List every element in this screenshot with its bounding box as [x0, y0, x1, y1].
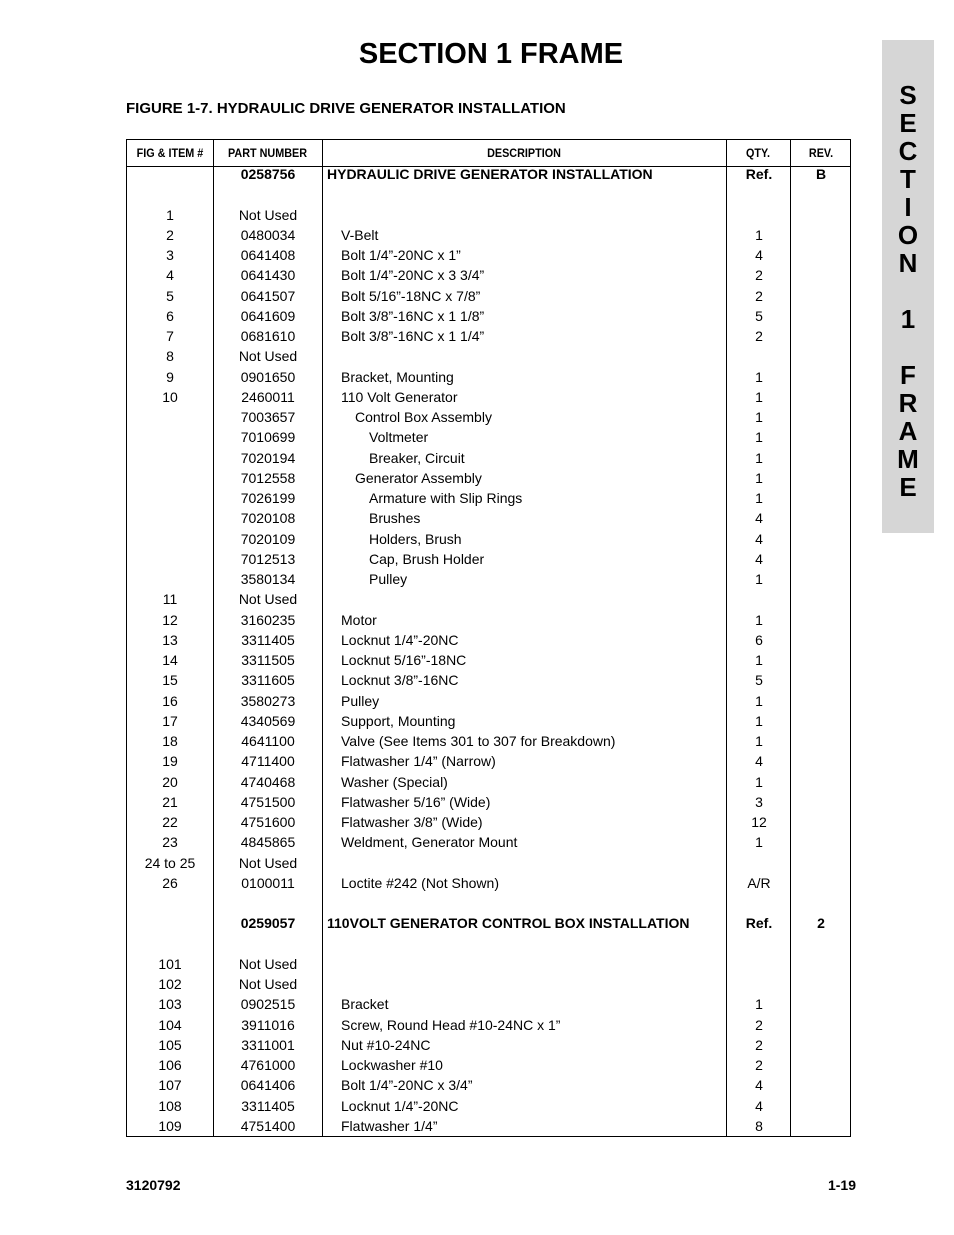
- description-cell: Bolt 3/8”-16NC x 1 1/8”: [341, 307, 485, 324]
- table-row: [127, 569, 852, 589]
- part-number-cell: 3311405: [241, 631, 295, 648]
- qty-cell: 1: [755, 388, 763, 405]
- table-row: [127, 326, 852, 346]
- fig-item-cell: 10: [162, 388, 178, 405]
- fig-item-cell: 105: [158, 1036, 182, 1053]
- qty-cell: 2: [755, 287, 763, 304]
- description-cell: V-Belt: [341, 226, 379, 243]
- table-row: [127, 873, 852, 893]
- table-row: [127, 650, 852, 670]
- table-row: [127, 427, 852, 447]
- qty-cell: 1: [755, 733, 763, 749]
- part-number-cell: 4340569: [240, 712, 296, 729]
- qty-cell: Ref.: [745, 166, 773, 182]
- table-row: [127, 1055, 852, 1075]
- table-row: [127, 184, 852, 204]
- fig-item-cell: 26: [162, 874, 178, 891]
- description-cell: HYDRAULIC DRIVE GENERATOR INSTALLATION: [327, 166, 653, 182]
- qty-cell: 2: [755, 328, 763, 344]
- table-row: [127, 974, 852, 994]
- qty-cell: 3: [755, 793, 763, 810]
- description-cell: Voltmeter: [369, 429, 429, 446]
- table-row: [127, 529, 852, 549]
- fig-item-cell: 4: [166, 267, 174, 284]
- table-row: [127, 731, 852, 751]
- table-row: [127, 934, 852, 954]
- qty-cell: 4: [755, 530, 763, 547]
- part-number-cell: 4711400: [241, 753, 295, 770]
- table-row: [127, 407, 852, 427]
- table-row: [127, 1035, 852, 1055]
- header-rev: REV.: [808, 146, 834, 160]
- fig-item-cell: 22: [162, 814, 178, 830]
- header-part-number: PART NUMBER: [227, 146, 308, 160]
- fig-item-cell: 5: [166, 287, 174, 304]
- table-row: [127, 448, 852, 468]
- qty-cell: 4: [755, 753, 763, 770]
- description-cell: Weldment, Generator Mount: [341, 834, 518, 851]
- part-number-cell: 4740468: [240, 773, 296, 790]
- header-description: DESCRIPTION: [487, 146, 561, 160]
- part-number-cell: 4761000: [240, 1057, 296, 1073]
- part-number-cell: 3580134: [240, 571, 296, 587]
- part-number-cell: 4751500: [240, 793, 296, 810]
- side-tab-letter: S: [899, 80, 917, 110]
- part-number-cell: 3160235: [240, 611, 296, 628]
- fig-item-cell: 7: [166, 328, 174, 344]
- table-row: [127, 691, 852, 711]
- header-fig-item: FIG & ITEM #: [136, 146, 204, 160]
- qty-cell: Ref.: [745, 915, 773, 932]
- qty-cell: 1: [755, 611, 763, 628]
- qty-cell: 4: [755, 550, 763, 567]
- side-tab-letter: N: [898, 248, 918, 278]
- side-tab-letter: E: [899, 108, 917, 138]
- qty-cell: 1: [755, 429, 763, 446]
- side-tab-letter: A: [898, 416, 918, 446]
- qty-cell: 1: [755, 834, 763, 851]
- side-tab-letter: R: [898, 388, 918, 418]
- description-cell: Control Box Assembly: [355, 409, 492, 425]
- table-row: [127, 610, 852, 630]
- description-cell: Cap, Brush Holder: [369, 550, 485, 567]
- qty-cell: 1: [755, 712, 763, 729]
- qty-cell: 1: [755, 571, 763, 587]
- part-number-cell: 0901650: [240, 368, 296, 385]
- qty-cell: 1: [755, 368, 763, 385]
- fig-item-cell: 108: [158, 1097, 182, 1114]
- fig-item-cell: 8: [166, 348, 174, 365]
- section-title: SECTION 1 FRAME: [358, 38, 624, 70]
- table-row: [127, 205, 852, 225]
- part-number-cell: Not Used: [238, 854, 298, 871]
- description-cell: Bracket, Mounting: [341, 368, 454, 385]
- fig-item-cell: 17: [162, 712, 178, 729]
- parts-table: [126, 139, 851, 1137]
- table-row: [127, 792, 852, 812]
- description-cell: Generator Assembly: [355, 469, 482, 486]
- fig-item-cell: 3: [166, 247, 174, 263]
- description-cell: Bolt 3/8”-16NC x 1 1/4”: [341, 328, 485, 344]
- part-number-cell: 3911016: [241, 1016, 295, 1033]
- fig-item-cell: 18: [162, 733, 178, 749]
- description-cell: Bracket: [341, 996, 389, 1013]
- description-cell: Pulley: [341, 692, 380, 709]
- part-number-cell: 0100011: [241, 874, 295, 891]
- description-cell: Valve (See Items 301 to 307 for Breakdown): [341, 733, 616, 749]
- table-row: [127, 853, 852, 873]
- part-number-cell: 3311505: [241, 652, 295, 668]
- side-tab-letter: 1: [900, 304, 916, 334]
- description-cell: Pulley: [369, 571, 408, 587]
- table-row: [127, 1096, 852, 1116]
- table-row: [127, 225, 852, 245]
- table-row: [127, 508, 852, 528]
- description-cell: Bolt 1/4”-20NC x 3/4”: [341, 1077, 473, 1094]
- qty-cell: 1: [755, 692, 763, 709]
- qty-cell: 2: [755, 267, 763, 284]
- side-tab-letter: I: [904, 192, 912, 222]
- part-number-cell: 0480034: [240, 226, 296, 243]
- fig-item-cell: 107: [158, 1077, 182, 1094]
- fig-item-cell: 13: [162, 631, 178, 648]
- rev-cell: B: [815, 166, 827, 182]
- figure-title: FIGURE 1-7. HYDRAULIC DRIVE GENERATOR INSTALLATION: [126, 100, 566, 117]
- fig-item-cell: 19: [162, 753, 178, 770]
- description-cell: Support, Mounting: [341, 712, 456, 729]
- description-cell: Locknut 5/16”-18NC: [341, 652, 467, 668]
- part-number-cell: 4751600: [240, 814, 296, 830]
- section-side-tab: [882, 40, 934, 533]
- table-row: [127, 711, 852, 731]
- part-number-cell: 4751400: [240, 1117, 296, 1134]
- description-cell: Flatwasher 1/4” (Narrow): [341, 753, 496, 770]
- part-number-cell: 0641507: [240, 287, 296, 304]
- table-row: [127, 1015, 852, 1035]
- description-cell: Loctite #242 (Not Shown): [341, 874, 499, 891]
- qty-cell: 1: [755, 773, 763, 790]
- fig-item-cell: 109: [158, 1117, 182, 1134]
- part-number-cell: 0902515: [240, 996, 296, 1013]
- side-tab-letter: E: [899, 472, 917, 502]
- description-cell: Locknut 1/4”-20NC: [341, 631, 459, 648]
- fig-item-cell: 101: [158, 955, 182, 972]
- table-row: [127, 549, 852, 569]
- table-row: [127, 488, 852, 508]
- fig-item-cell: 6: [166, 307, 174, 324]
- part-number-cell: 0641408: [240, 247, 296, 263]
- table-row: [127, 954, 852, 974]
- qty-cell: 1: [755, 226, 763, 243]
- table-row: [127, 893, 852, 913]
- qty-cell: 1: [755, 409, 763, 425]
- fig-item-cell: 14: [162, 652, 178, 668]
- header-qty: QTY.: [745, 146, 770, 160]
- qty-cell: 1: [755, 996, 763, 1013]
- description-cell: Screw, Round Head #10-24NC x 1”: [341, 1016, 561, 1033]
- rev-cell: 2: [817, 915, 825, 932]
- table-row: [127, 286, 852, 306]
- table-row: [127, 306, 852, 326]
- fig-item-cell: 16: [162, 692, 178, 709]
- description-cell: Armature with Slip Rings: [369, 490, 523, 506]
- table-row: [127, 630, 852, 650]
- part-number-cell: 3311001: [241, 1036, 295, 1053]
- qty-cell: 2: [755, 1057, 763, 1073]
- part-number-cell: 7020109: [240, 530, 296, 547]
- table-row: [127, 164, 852, 184]
- fig-item-cell: 11: [162, 591, 178, 608]
- part-number-cell: 7012558: [240, 469, 296, 486]
- description-cell: Brushes: [369, 510, 421, 527]
- qty-cell: 4: [755, 510, 763, 527]
- part-number-cell: 0259057: [240, 915, 296, 932]
- fig-item-cell: 106: [158, 1057, 182, 1073]
- part-number-cell: 7010699: [240, 429, 296, 446]
- table-row: [127, 346, 852, 366]
- description-cell: Locknut 3/8”-16NC: [341, 672, 459, 689]
- part-number-cell: 0258756: [240, 166, 296, 182]
- qty-cell: 1: [755, 449, 763, 466]
- fig-item-cell: 104: [158, 1016, 182, 1033]
- description-cell: Flatwasher 5/16” (Wide): [341, 793, 491, 810]
- part-number-cell: Not Used: [238, 955, 298, 972]
- fig-item-cell: 102: [158, 976, 182, 992]
- side-tab-letter: C: [898, 136, 918, 166]
- part-number-cell: 4845865: [240, 834, 296, 851]
- table-row: [127, 468, 852, 488]
- fig-item-cell: 20: [162, 773, 178, 790]
- part-number-cell: 4641100: [241, 733, 295, 749]
- table-row: [127, 994, 852, 1014]
- part-number-cell: 7012513: [240, 550, 296, 567]
- qty-cell: 4: [755, 1077, 763, 1094]
- qty-cell: 1: [755, 652, 763, 668]
- page-number: 1-19: [827, 1177, 856, 1193]
- fig-item-cell: 15: [162, 672, 178, 689]
- qty-cell: 2: [755, 1016, 763, 1033]
- description-cell: Motor: [341, 611, 377, 628]
- fig-item-cell: 23: [162, 834, 178, 851]
- table-row: [127, 387, 852, 407]
- side-tab-letter: T: [900, 164, 916, 194]
- qty-cell: 8: [755, 1117, 763, 1134]
- fig-item-cell: 1: [166, 206, 174, 223]
- qty-cell: A/R: [747, 874, 771, 891]
- side-tab-letter: M: [897, 444, 919, 474]
- part-number-cell: Not Used: [238, 348, 298, 365]
- qty-cell: 5: [755, 672, 763, 689]
- part-number-cell: 7026199: [240, 490, 296, 506]
- table-row: [127, 265, 852, 285]
- qty-cell: 4: [755, 1097, 763, 1114]
- part-number-cell: 7020108: [240, 510, 296, 527]
- fig-item-cell: 24 to 25: [144, 854, 196, 871]
- description-cell: Washer (Special): [341, 773, 448, 790]
- qty-cell: 1: [755, 490, 763, 506]
- table-row: [127, 1116, 852, 1136]
- side-tab-letter: F: [900, 360, 916, 390]
- document-number: 3120792: [126, 1177, 181, 1193]
- description-cell: Lockwasher #10: [341, 1057, 443, 1073]
- description-cell: Breaker, Circuit: [369, 449, 465, 466]
- description-cell: Bolt 5/16”-18NC x 7/8”: [341, 287, 481, 304]
- part-number-cell: 3311405: [241, 1097, 295, 1114]
- part-number-cell: 7020194: [240, 449, 296, 466]
- table-row: [127, 751, 852, 771]
- part-number-cell: 3311605: [241, 672, 295, 689]
- description-cell: Flatwasher 1/4”: [341, 1117, 438, 1134]
- fig-item-cell: 12: [162, 611, 178, 628]
- description-cell: 110VOLT GENERATOR CONTROL BOX INSTALLATION: [327, 915, 690, 932]
- part-number-cell: 2460011: [241, 388, 295, 405]
- part-number-cell: Not Used: [238, 591, 298, 608]
- description-cell: Bolt 1/4”-20NC x 3 3/4”: [341, 267, 485, 284]
- description-cell: Locknut 1/4”-20NC: [341, 1097, 459, 1114]
- part-number-cell: 3580273: [240, 692, 296, 709]
- table-row: [127, 832, 852, 852]
- qty-cell: 6: [755, 631, 763, 648]
- table-row: [127, 245, 852, 265]
- table-row: [127, 670, 852, 690]
- part-number-cell: 0681610: [240, 328, 296, 344]
- part-number-cell: 0641430: [240, 267, 296, 284]
- part-number-cell: 0641609: [240, 307, 296, 324]
- table-row: [127, 812, 852, 832]
- part-number-cell: Not Used: [238, 206, 298, 223]
- part-number-cell: 0641406: [240, 1077, 296, 1094]
- table-row: [127, 772, 852, 792]
- description-cell: Flatwasher 3/8” (Wide): [341, 814, 483, 830]
- fig-item-cell: 21: [162, 793, 178, 810]
- fig-item-cell: 9: [166, 368, 174, 385]
- qty-cell: 4: [755, 247, 763, 263]
- part-number-cell: Not Used: [238, 976, 298, 992]
- part-number-cell: 7003657: [240, 409, 296, 425]
- qty-cell: 1: [755, 469, 763, 486]
- table-row: [127, 589, 852, 609]
- fig-item-cell: 2: [166, 226, 174, 243]
- fig-item-cell: 103: [158, 996, 182, 1013]
- description-cell: 110 Volt Generator: [341, 388, 458, 405]
- description-cell: Bolt 1/4”-20NC x 1”: [341, 247, 461, 263]
- side-tab-letter: O: [897, 220, 919, 250]
- qty-cell: 5: [755, 307, 763, 324]
- description-cell: Nut #10-24NC: [341, 1036, 431, 1053]
- qty-cell: 12: [751, 814, 767, 830]
- table-row: [127, 1075, 852, 1095]
- qty-cell: 2: [755, 1036, 763, 1053]
- table-row: [127, 913, 852, 933]
- table-row: [127, 367, 852, 387]
- description-cell: Holders, Brush: [369, 530, 462, 547]
